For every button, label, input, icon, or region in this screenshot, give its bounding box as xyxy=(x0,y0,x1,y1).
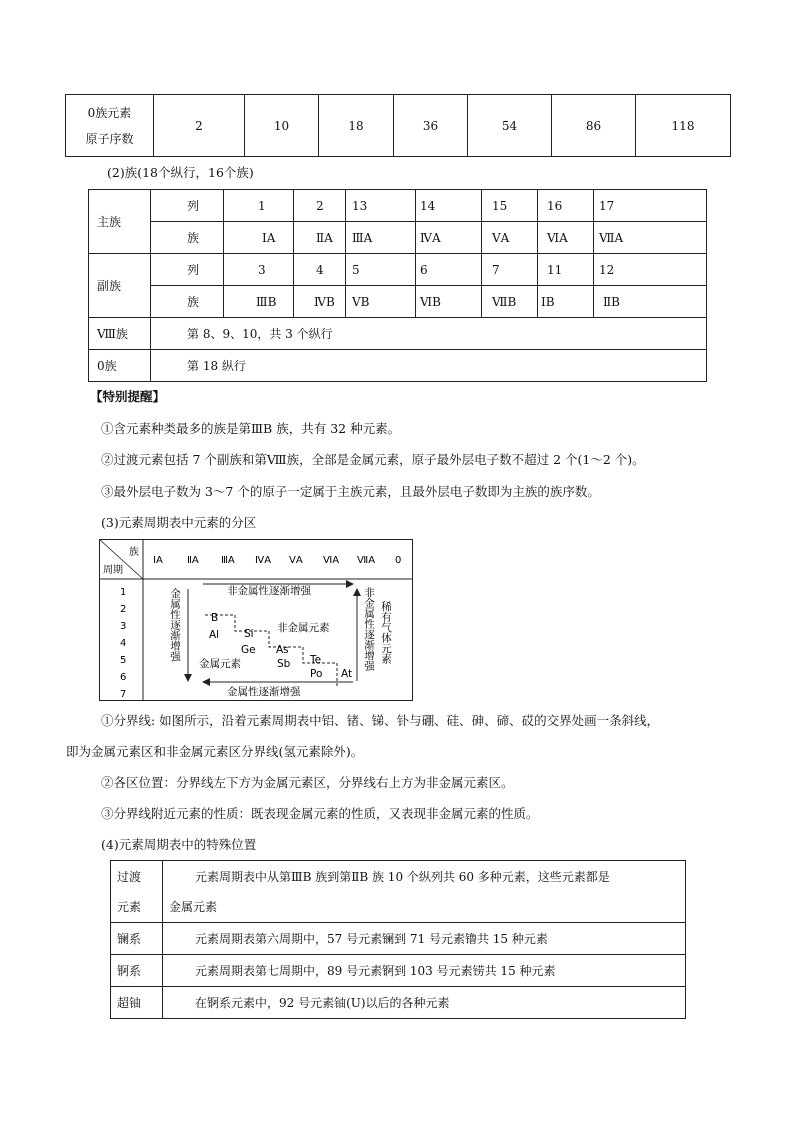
special-label-line1: 过渡 xyxy=(117,869,142,884)
viii-group-text: 第 8、9、10，共 3 个纵行 xyxy=(151,318,707,350)
element-symbol: Te xyxy=(310,654,322,666)
left-arrow-label: 金属性逐渐增强 xyxy=(169,588,181,662)
noble-value: 2 xyxy=(154,95,245,157)
main-group: ⅠA xyxy=(224,222,294,254)
noble-row-label-line2: 原子序数 xyxy=(85,131,134,146)
element-symbol: As xyxy=(276,644,289,656)
diagram-period: 1 xyxy=(120,587,127,598)
diagram-group: ⅡA xyxy=(187,555,199,566)
groups-table xyxy=(88,189,707,382)
zero-group-label: 0族 xyxy=(89,350,151,382)
diagram-group: ⅦA xyxy=(357,555,376,566)
element-symbol: At xyxy=(341,668,353,680)
noble-gas-label: 稀有气体元素 xyxy=(380,601,392,664)
diagram-period: 4 xyxy=(120,638,127,649)
main-group: ⅣA xyxy=(416,222,482,254)
zone-point: ①分界线: 如图所示，沿着元素周期表中铝、锗、锑、钋与硼、硅、砷、碲、砹的交界处画一条斜线， xyxy=(101,713,660,728)
zone-point: ②各区位置：分界线左下方为金属元素区，分界线右上方为非金属元素区。 xyxy=(101,775,514,790)
corner-group-label: 族 xyxy=(129,547,139,558)
viii-group-label: Ⅷ族 xyxy=(89,318,151,350)
special-table xyxy=(110,860,686,1019)
group-label: 族 xyxy=(151,286,224,318)
main-col: 16 xyxy=(538,190,594,222)
noble-row-label xyxy=(66,95,154,157)
zone-point: 即为金属元素区和非金属元素区分界线(氢元素除外)。 xyxy=(66,744,364,759)
sub-group: ⅢB xyxy=(224,286,294,318)
sub-col: 7 xyxy=(482,254,538,286)
diagram-group: ⅥA xyxy=(323,555,340,566)
special-label-line2: 元素 xyxy=(117,899,142,914)
sub-group: ⅤB xyxy=(346,286,416,318)
element-symbol: Al xyxy=(209,629,220,641)
noble-value: 86 xyxy=(552,95,636,157)
special-label xyxy=(111,861,163,923)
element-symbol: Si xyxy=(244,628,254,640)
sub-group: ⅥB xyxy=(416,286,482,318)
main-group: ⅤA xyxy=(482,222,538,254)
right-arrow-label: 非金属性逐渐增强 xyxy=(363,587,375,671)
element-symbol: Ge xyxy=(241,644,256,656)
sub-col: 5 xyxy=(346,254,416,286)
main-col: 1 xyxy=(224,190,294,222)
group-label: 族 xyxy=(151,222,224,254)
sub-group: ⅠB xyxy=(538,286,594,318)
diagram-group: ⅣA xyxy=(255,555,272,566)
noble-value: 36 xyxy=(394,95,468,157)
special-label: 超铀 xyxy=(111,987,163,1019)
zero-group-text: 第 18 纵行 xyxy=(151,350,707,382)
sub-col: 6 xyxy=(416,254,482,286)
special-text: 元素周期表第七周期中，89 号元素锕到 103 号元素铹共 15 种元素 xyxy=(163,955,686,987)
groups-heading: (2)族(18个纵行，16个族) xyxy=(107,165,254,180)
special-heading: (4)元素周期表中的特殊位置 xyxy=(101,837,257,852)
col-label: 列 xyxy=(151,190,224,222)
element-symbol: Po xyxy=(310,668,323,680)
special-text xyxy=(163,861,686,923)
main-col: 13 xyxy=(346,190,416,222)
main-col: 17 xyxy=(594,190,707,222)
element-symbol: Sb xyxy=(277,658,291,670)
corner-period-label: 周期 xyxy=(103,565,123,576)
top-arrow-label: 非金属性逐渐增强 xyxy=(227,585,311,597)
noble-gas-table xyxy=(65,94,731,157)
diagram-period: 5 xyxy=(120,655,127,666)
noble-value: 54 xyxy=(468,95,552,157)
tip-item: ③最外层电子数为 3～7 个的原子一定属于主族元素，且最外层电子数即为主族的族序数。 xyxy=(101,484,600,499)
special-text-line2: 金属元素 xyxy=(169,899,218,914)
zones-heading: (3)元素周期表中元素的分区 xyxy=(101,515,257,530)
noble-value: 18 xyxy=(319,95,394,157)
tips-heading: 【特别提醒】 xyxy=(90,389,166,404)
sub-col: 12 xyxy=(594,254,707,286)
sub-group: ⅦB xyxy=(482,286,538,318)
noble-row-label-line1: 0族元素 xyxy=(87,105,132,120)
nonmetal-zone-label: 非金属元素 xyxy=(277,622,330,634)
sub-col: 11 xyxy=(538,254,594,286)
main-group: ⅥA xyxy=(538,222,594,254)
zone-point: ③分界线附近元素的性质：既表现金属元素的性质，又表现非金属元素的性质。 xyxy=(101,806,539,821)
diagram-period: 6 xyxy=(120,672,127,683)
col-label: 列 xyxy=(151,254,224,286)
diagram-period: 7 xyxy=(120,689,127,700)
special-text: 在锕系元素中，92 号元素铀(U)以后的各种元素 xyxy=(163,987,686,1019)
main-group: ⅡA xyxy=(294,222,346,254)
sub-group: ⅣB xyxy=(294,286,346,318)
main-group-label: 主族 xyxy=(89,190,151,254)
sub-group-label: 副族 xyxy=(89,254,151,318)
special-text: 元素周期表第六周期中，57 号元素镧到 71 号元素镥共 15 种元素 xyxy=(163,923,686,955)
zone-diagram xyxy=(99,539,413,701)
tip-item: ②过渡元素包括 7 个副族和第Ⅷ族，全部是金属元素，原子最外层电子数不超过 2 个(1～2 个)。 xyxy=(101,452,645,467)
diagram-group: 0 xyxy=(395,555,402,566)
noble-value: 118 xyxy=(636,95,731,157)
element-symbol: B xyxy=(211,612,219,624)
main-group: ⅢA xyxy=(346,222,416,254)
special-label: 锕系 xyxy=(111,955,163,987)
tip-item: ①含元素种类最多的族是第ⅢB 族，共有 32 种元素。 xyxy=(101,421,401,436)
main-col: 14 xyxy=(416,190,482,222)
main-group: ⅦA xyxy=(594,222,707,254)
diagram-group: ⅤA xyxy=(289,555,303,566)
main-col: 15 xyxy=(482,190,538,222)
noble-value: 10 xyxy=(245,95,319,157)
diagram-period: 2 xyxy=(120,604,127,615)
special-text-line1: 元素周期表中从第ⅢB 族到第ⅡB 族 10 个纵列共 60 多种元素，这些元素都是 xyxy=(195,869,610,884)
sub-col: 3 xyxy=(224,254,294,286)
main-col: 2 xyxy=(294,190,346,222)
sub-col: 4 xyxy=(294,254,346,286)
bottom-arrow-label: 金属性逐渐增强 xyxy=(227,686,301,698)
diagram-group: ⅢA xyxy=(221,555,235,566)
metal-zone-label: 金属元素 xyxy=(199,658,241,670)
sub-group: ⅡB xyxy=(594,286,707,318)
special-label: 镧系 xyxy=(111,923,163,955)
diagram-period: 3 xyxy=(120,621,127,632)
diagram-group: ⅠA xyxy=(153,555,163,566)
